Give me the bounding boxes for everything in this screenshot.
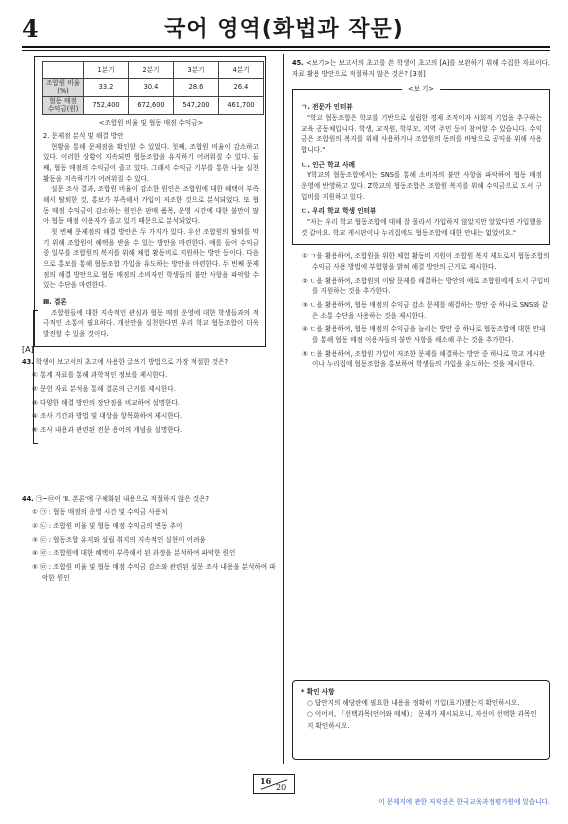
- table-row: [43, 97, 264, 115]
- left-column: [22, 56, 276, 583]
- report-passage: [22, 56, 266, 354]
- page-indicator: [253, 774, 295, 794]
- total-pages: 20: [276, 783, 287, 792]
- paragraph: 설문 조사 결과, 조합원 비율이 감소한 원인은 조합원에 대한 혜택이 부족해서 탈퇴한 것, 홍보가 부족해서 가입이 저조한 것으로 분석되었다. 또 협동 매점 수익금이 감소하는 원인은 판매 품목, 운영 시간에 대한 불만이 많아 협동 매점 이용자가 줄고 있기 때문으로 분석되었다.: [43, 185, 259, 226]
- bogi-item-title: ㄱ. 전문가 인터뷰: [301, 103, 353, 112]
- question-stem: [292, 58, 550, 79]
- question-text: ㉠~㉤이 'Ⅱ. 본론'에 구체화된 내용으로 적절하지 않은 것은?: [35, 494, 210, 503]
- notice-box: [292, 680, 550, 760]
- answer-choice[interactable]: ⑤ ㉤ : 조합원 비율 및 협동 매점 수익금 감소와 관련된 설문 조사 내용을 분석하여 파악한 원인: [32, 563, 276, 582]
- question-text: 학생이 보고서의 초고에 사용한 글쓰기 방법으로 가장 적절한 것은?: [35, 357, 229, 366]
- page-number: 4: [22, 14, 39, 43]
- table-header-cell: [43, 62, 84, 79]
- bogi-label: <보 기>: [402, 84, 440, 95]
- question-43: [22, 357, 276, 436]
- notice-item: ○ 답안지의 해당란에 필요한 내용을 정확히 기입(표기)했는지 확인하시오.: [307, 699, 520, 708]
- bogi-box: [292, 85, 550, 245]
- answer-choice[interactable]: ① ㄱ을 활용하여, 조합원을 위한 체험 활동비 지원이 조합원 복지 제도로서 협동조합의 수익금 사용 방법에 부합함을 밝혀 해결 방안의 근거로 제시한다.: [302, 252, 550, 272]
- answer-choice[interactable]: ③ ㉢ : 협동조합 유지와 설립 취지의 지속적인 실현이 어려움: [32, 535, 206, 544]
- answer-choice[interactable]: ④ ㉣ : 조합원에 대한 혜택이 부족해서 된 과정을 분석하여 파악한 원인: [32, 549, 236, 558]
- answer-choice[interactable]: ① ㉠ : 협동 매점의 운영 시간 및 수익금 사용처: [32, 508, 168, 517]
- table-header-cell: 1분기: [84, 62, 129, 79]
- table-cell: 30.4: [129, 79, 174, 97]
- question-number: 44.: [22, 494, 34, 503]
- page-header: [0, 0, 568, 56]
- header-rule: [22, 46, 550, 48]
- table-header-cell: 3분기: [174, 62, 219, 79]
- answer-choice[interactable]: ① 통계 자료를 통해 과학적인 정보를 제시한다.: [32, 371, 168, 380]
- question-stem: [22, 357, 276, 368]
- answer-choice[interactable]: ④ 조사 기간과 방법 및 대상을 항목화하여 제시한다.: [32, 412, 183, 421]
- statistics-table: [42, 61, 264, 115]
- table-cell: 547,200: [174, 97, 219, 115]
- table-cell: 672,600: [129, 97, 174, 115]
- right-column: [292, 56, 550, 370]
- section-2-title: 2. 문제점 분석 및 해결 방안: [43, 131, 124, 140]
- question-stem: [22, 494, 276, 505]
- bogi-item-text: "저는 우리 학교 협동조합에 대해 잘 몰라서 가입하지 않았지만 알았다면 가입했을 것 같아요. 학교 게시판이나 누리집에도 협동조합에 대한 안내는 없었어요.": [301, 218, 542, 237]
- answer-choice[interactable]: ⑤ ㄷ을 활용하여, 조합원 가입이 저조한 문제를 해결하는 방안 중 하나로 학교 게시판이나 누리집에 협동조합을 홍보하여 학생들의 가입을 유도하는 것을 제시한다.: [302, 349, 546, 369]
- paragraph: 현황을 통해 문제점을 확인할 수 있었다. 첫째, 조합원 비율이 감소하고 있다. 이러한 상황이 지속되면 협동조합을 유지하기 어려워질 수 있다. 둘째, 협동 매점의 수익금이 줄고 있다. 그래서 수익금 기부를 통한 나눔 실천 활동을 지속하기가 어려워질 수 있다.: [43, 142, 259, 183]
- table-cell: 752,400: [84, 97, 129, 115]
- section-3-title: Ⅲ. 결론: [43, 298, 67, 307]
- question-44: [22, 494, 276, 584]
- table-row: [43, 79, 264, 97]
- paragraph: 조합원들에 대한 지속적인 관심과 협동 매점 운영에 대한 학생들과의 적극적인 소통이 필요하다. 개선안을 실천한다면 우리 학교 협동조합이 더욱 발전할 수 있을 것이다.: [43, 308, 259, 339]
- table-cell: 33.2: [84, 79, 129, 97]
- notice-item: ○ 이어서, 「선택과목(언어와 매체)」 문제가 제시되오니, 자신이 선택한 과목인지 확인하시오.: [307, 710, 537, 730]
- table-row-label: 협동 매점 수익금(원): [43, 97, 84, 115]
- table-row-label: 조합원 비율 (%): [43, 79, 84, 97]
- bogi-item-text: "학교 협동조합은 학교를 기반으로 설립한 경제 조직이자 사회적 기업을 추구하는 교육 공동체입니다. 학생, 교직원, 학부모, 지역 주민 등이 참여할 수 있습니다. 수익금은 조합원의 복지를 위해 사용하거나 조합원의 동의를 바탕으로 공익을 위해 사용합니다.": [301, 114, 542, 155]
- question-text: <보기>는 보고서의 초고를 쓴 학생이 초고의 [A]를 보완하기 위해 수집한 자료이다. 자료 활용 방안으로 적절하지 않은 것은? [3점]: [292, 59, 550, 78]
- question-number: 43.: [22, 357, 34, 366]
- paragraph: 첫 번째 문제점의 해결 방안은 두 가지가 있다. 우선 조합원의 탈퇴를 막기 위해 조합원이 혜택을 받을 수 있는 방안을 마련한다. 예를 들어 수익금 중 일부를 조합원의 복지를 위해 체험 활동비로 지원하는 방안 등이다. 다음으로 홍보를 통해 협동조합 가입을 유도하는 방안을 마련한다. 두 번째 문제점의 해결 방안으로 협동 매점의 소비자인 학생들의 불만 사항을 파악할 수 있는 수단을 마련한다.: [43, 228, 259, 290]
- question-45: [292, 58, 550, 370]
- bogi-item-title: ㄷ. 우리 학교 학생 인터뷰: [301, 207, 377, 216]
- bracket-a-label: [A]: [22, 345, 34, 354]
- header-rule-thin: [22, 50, 550, 51]
- question-number: 45.: [292, 59, 304, 67]
- section-title: 국어 영역(화법과 작문): [164, 17, 404, 42]
- answer-choice[interactable]: ② ㄴ을 활용하여, 조합원의 이탈 문제를 해결하는 방안의 예로 조합원에게 도서 구입비를 지원하는 것을 추가한다.: [302, 276, 550, 296]
- table-header-row: [43, 62, 264, 79]
- table-cell: 461,700: [219, 97, 264, 115]
- column-divider: [283, 54, 284, 764]
- answer-choice[interactable]: ③ 다양한 해결 방안의 장단점을 비교하여 설명한다.: [32, 398, 180, 407]
- bogi-item-text: Y학교의 협동조합에서는 SNS를 통해 소비자의 불만 사항을 파악하여 협동 매점 운영에 반영하고 있다. Z학교의 협동조합은 조합원 복지를 위해 수익금으로 도서 구입비를 지원하고 있다.: [301, 171, 542, 201]
- table-cell: 26.4: [219, 79, 264, 97]
- answer-choice[interactable]: ② ㉡ : 조합원 비율 및 협동 매점 수익금의 변동 추이: [32, 522, 183, 531]
- bracket-a-marker: [33, 310, 38, 444]
- answer-choice[interactable]: ② 문헌 자료 분석을 통해 결론의 근거를 제시한다.: [32, 385, 176, 394]
- page-footer: [0, 768, 568, 824]
- bogi-item-title: ㄴ. 인근 학교 사례: [301, 160, 355, 169]
- table-cell: 28.6: [174, 79, 219, 97]
- table-caption: <조합원 비율 및 협동 매점 수익금>: [98, 119, 204, 128]
- answer-choice[interactable]: ⑤ 조사 내용과 관련된 전문 용어의 개념을 설명한다.: [32, 426, 183, 435]
- answer-choice[interactable]: ③ ㄴ을 활용하여, 협동 매점의 수익금 감소 문제를 해결하는 방안 중 하나로 SNS와 같은 소통 수단을 사용하는 것을 제시한다.: [302, 301, 549, 320]
- table-header-cell: 4분기: [219, 62, 264, 79]
- table-header-cell: 2분기: [129, 62, 174, 79]
- copyright-notice: 이 문제지에 관한 저작권은 한국교육과정평가원에 있습니다.: [378, 798, 550, 806]
- answer-choice[interactable]: ④ ㄷ을 활용하여, 협동 매점의 수익금을 늘리는 방안 중 하나로 협동조합에 대한 안내를 통해 협동 매점 이용자들의 불만 사항을 해소해 주는 것을 추가한다.: [302, 325, 546, 345]
- current-page: 16: [260, 776, 272, 786]
- notice-title: * 확인 사항: [301, 688, 335, 696]
